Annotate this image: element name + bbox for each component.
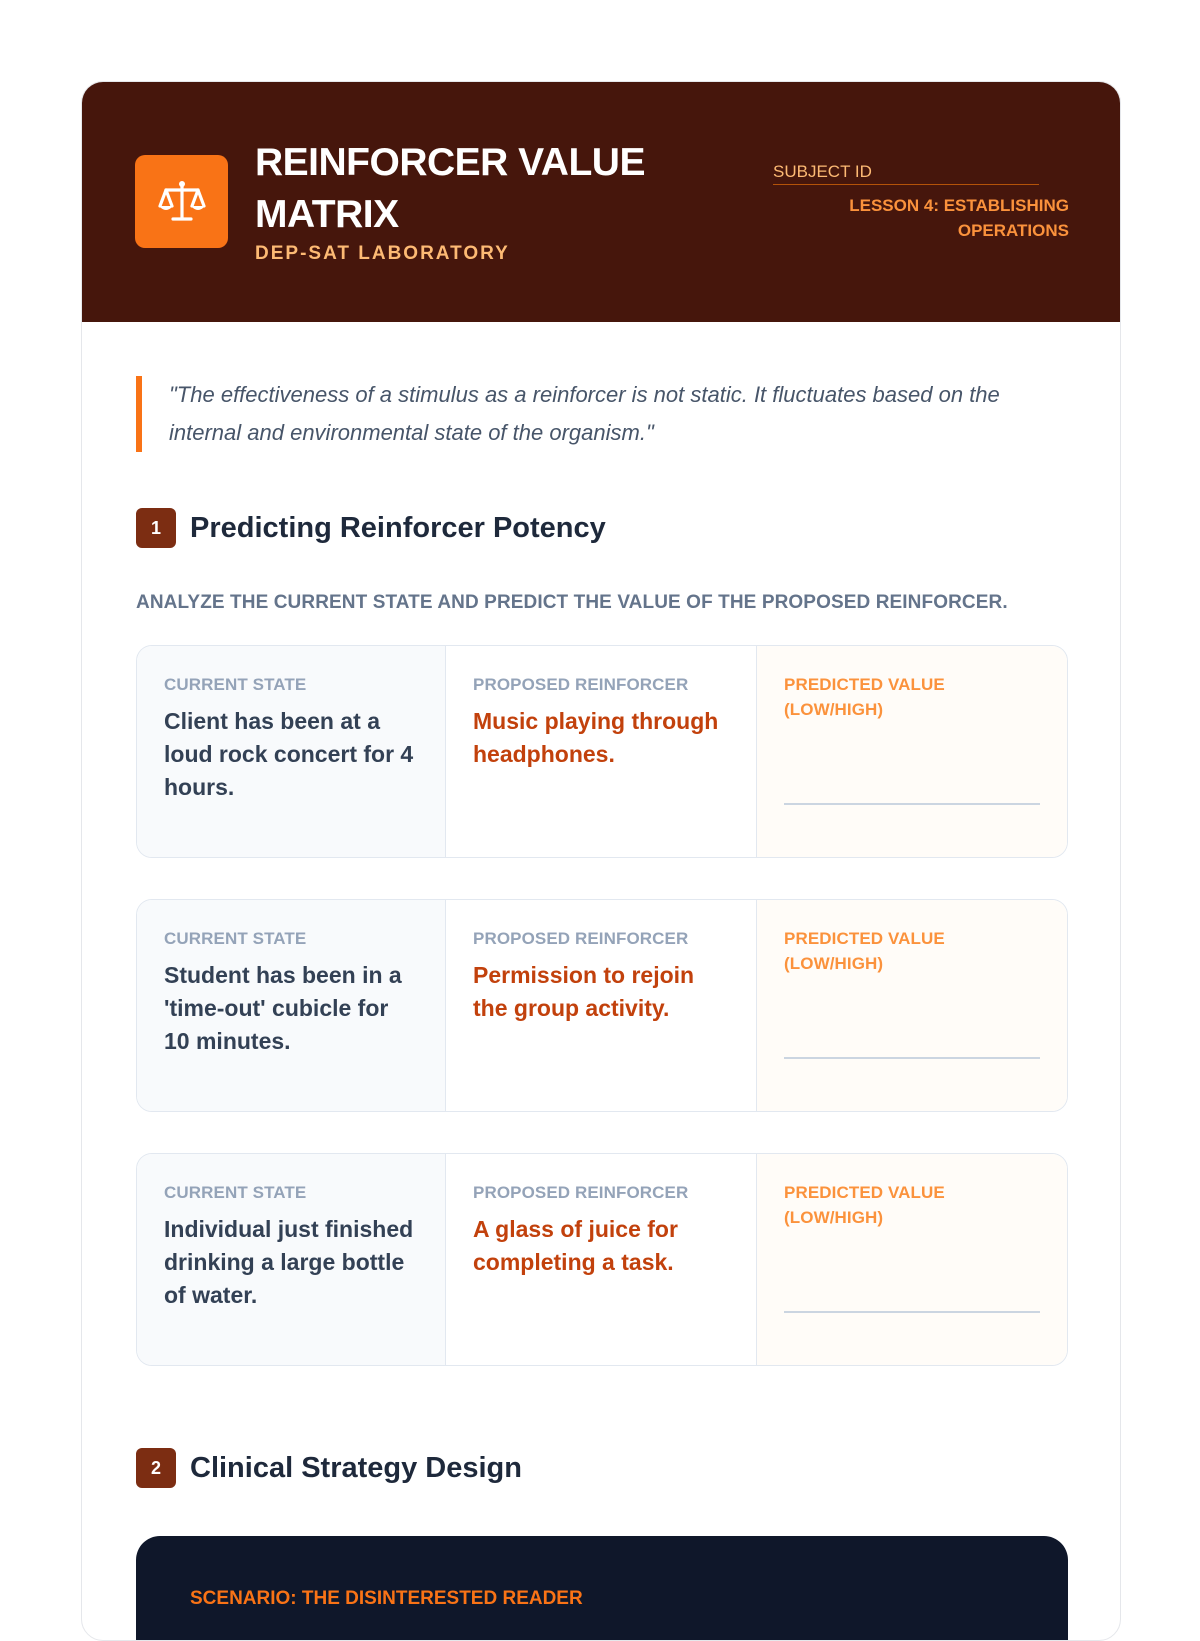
proposed-reinforcer-text: Permission to rejoin the group activity. — [473, 962, 695, 1021]
current-state-text: Individual just finished drinking a large bottle of water. — [164, 1216, 414, 1308]
predicted-value-cell — [757, 900, 1067, 1111]
section-number-badge: 2 — [136, 1448, 176, 1488]
scale-icon — [157, 180, 207, 224]
logo-badge — [135, 155, 228, 248]
intro-quote: "The effectiveness of a stimulus as a reinforcer is not static. It fluctuates based on the internal and environmental state of the organism." — [136, 376, 1056, 452]
page-subtitle: DEP-SAT LABORATORY — [255, 243, 510, 264]
worksheet-page — [81, 81, 1121, 1641]
section-title: Clinical Strategy Design — [190, 1451, 522, 1484]
predicted-value-input[interactable] — [784, 1057, 1040, 1059]
scenario-card — [136, 1536, 1068, 1641]
predicted-value-input[interactable] — [784, 803, 1040, 805]
lesson-label: LESSON 4: ESTABLISHING OPERATIONS — [849, 196, 1069, 240]
section-2-heading — [136, 1448, 522, 1488]
predicted-value-label: PREDICTED VALUE (LOW/HIGH) — [784, 675, 945, 719]
matrix-row — [136, 1153, 1068, 1366]
current-state-cell — [137, 1154, 446, 1365]
section-1-heading — [136, 508, 606, 548]
predicted-value-label: PREDICTED VALUE (LOW/HIGH) — [784, 929, 945, 973]
current-state-label: CURRENT STATE — [164, 675, 307, 694]
proposed-reinforcer-cell — [446, 900, 757, 1111]
predicted-value-cell — [757, 646, 1067, 857]
page-title: REINFORCER VALUE MATRIX — [255, 141, 645, 236]
section-instruction: ANALYZE THE CURRENT STATE AND PREDICT THE VALUE OF THE PROPOSED REINFORCER. — [136, 592, 1008, 613]
proposed-reinforcer-text: Music playing through headphones. — [473, 708, 719, 767]
predicted-value-input[interactable] — [784, 1311, 1040, 1313]
predicted-value-cell — [757, 1154, 1067, 1365]
current-state-label: CURRENT STATE — [164, 1183, 307, 1202]
section-number-badge: 1 — [136, 508, 176, 548]
proposed-reinforcer-label: PROPOSED REINFORCER — [473, 675, 689, 694]
proposed-reinforcer-text: A glass of juice for completing a task. — [473, 1216, 678, 1275]
scenario-label: SCENARIO: THE DISINTERESTED READER — [190, 1588, 583, 1609]
proposed-reinforcer-label: PROPOSED REINFORCER — [473, 929, 689, 948]
predicted-value-label: PREDICTED VALUE (LOW/HIGH) — [784, 1183, 945, 1227]
subject-id-field[interactable] — [773, 162, 1039, 185]
subject-id-label: SUBJECT ID — [773, 162, 872, 181]
current-state-text: Client has been at a loud rock concert for 4 hours. — [164, 708, 414, 800]
proposed-reinforcer-label: PROPOSED REINFORCER — [473, 1183, 689, 1202]
current-state-cell — [137, 646, 446, 857]
proposed-reinforcer-cell — [446, 1154, 757, 1365]
matrix-row — [136, 899, 1068, 1112]
current-state-text: Student has been in a 'time-out' cubicle for 10 minutes. — [164, 962, 402, 1054]
header-banner — [82, 82, 1121, 322]
current-state-label: CURRENT STATE — [164, 929, 307, 948]
matrix-row — [136, 645, 1068, 858]
proposed-reinforcer-cell — [446, 646, 757, 857]
current-state-cell — [137, 900, 446, 1111]
section-title: Predicting Reinforcer Potency — [190, 511, 606, 544]
